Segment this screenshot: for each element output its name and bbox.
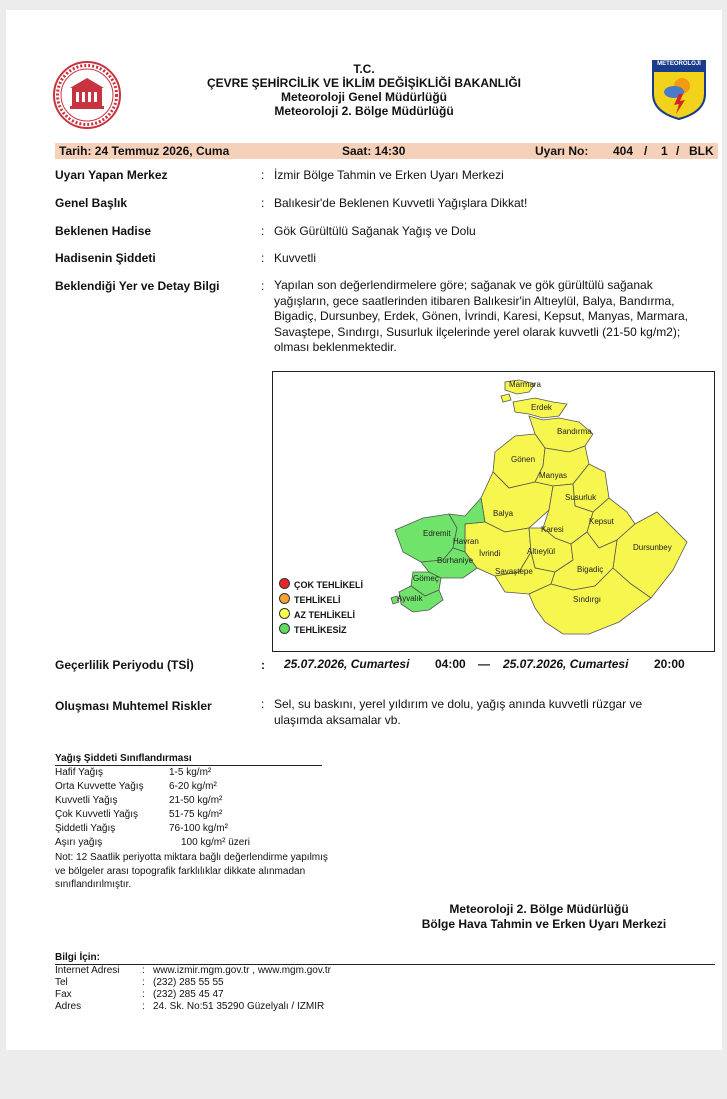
map-label-manyas: Manyas <box>539 471 568 480</box>
validity-start-date: 25.07.2026, Cumartesi <box>284 657 410 671</box>
map-label-altieylul: Altıeylül <box>527 547 556 556</box>
validity-end-date: 25.07.2026, Cumartesi <box>503 657 629 671</box>
map-label-bandirma: Bandırma <box>557 427 592 436</box>
legend-swatch-green-icon <box>279 623 290 634</box>
validity-dash: — <box>478 657 490 671</box>
field-label-severity: Hadisenin Şiddeti <box>55 251 156 265</box>
warning-code: BLK <box>689 144 714 158</box>
contact-colon: : <box>142 977 145 988</box>
class-name: Orta Kuvvette Yağış <box>55 781 144 792</box>
warning-map <box>272 371 715 652</box>
legend-label: AZ TEHLİKELİ <box>294 610 355 620</box>
map-label-gomec: Gömeç <box>413 574 439 583</box>
map-label-edremit: Edremit <box>423 529 451 538</box>
contact-colon: : <box>142 1001 145 1012</box>
field-value-center: İzmir Bölge Tahmin ve Erken Uyarı Merkezi <box>274 168 504 182</box>
class-name: Aşırı yağış <box>55 837 103 848</box>
island-small <box>501 394 511 402</box>
map-label-ayvalik: Ayvalık <box>397 594 423 603</box>
legend-item-safe <box>279 623 347 635</box>
class-value: 76-100 kg/m² <box>169 823 228 834</box>
map-label-burhaniye: Burhaniye <box>437 556 474 565</box>
header-region: Meteoroloji 2. Bölge Müdürlüğü <box>274 104 454 118</box>
map-label-marmara: Marmara <box>509 380 542 389</box>
map-label-karesi: Karesi <box>541 525 564 534</box>
field-value-detail: Yapılan son değerlendirmelere göre; sağanak ve gök gürültülü sağanak yağışların, gece saatlerinden itibaren Balıkesir'in Altıeylül, Balya, Bandırma, Bigadiç, Dursunbey, Erdek, Gönen, İvrindi, Karesi, Kepsut, Manyas, Marmara, Savaştepe, Sındırgı, Susurluk ilçelerinde yerel olarak kuvvetli (21-50 kg/m2); olması beklenmektedir. <box>274 278 688 354</box>
field-value-event: Gök Gürültülü Sağanak Yağış ve Dolu <box>274 224 476 238</box>
map-label-sindirgi: Sındırgı <box>573 595 602 604</box>
contact-address: 24. Sk. No:51 35290 Güzelyalı / IZMIR <box>153 1001 325 1012</box>
field-value-title: Balıkesir'de Beklenen Kuvvetli Yağışlara Dikkat! <box>274 196 528 210</box>
warning-no-label: Uyarı No: <box>535 144 589 158</box>
legend-label: TEHLİKELİ <box>294 595 341 605</box>
contact-label: Adres <box>55 1001 82 1012</box>
legend-label: ÇOK TEHLİKELİ <box>294 580 363 590</box>
map-label-gonen: Gönen <box>511 455 536 464</box>
contact-colon: : <box>142 989 145 1000</box>
validity-end-time: 20:00 <box>654 657 685 671</box>
map-label-bigadic: Bigadiç <box>577 565 604 574</box>
legend-item-low-danger <box>279 608 355 620</box>
document-page <box>6 10 722 1050</box>
legend-swatch-orange-icon <box>279 593 290 604</box>
classification-note: Not: 12 Saatlik periyotta miktara bağlı değerlendirme yapılmış ve bölgeler arası topografik farklılıklar dikkate alınmadan sınıflandırılmıştır. <box>55 852 328 890</box>
colon: : <box>261 168 265 182</box>
class-value: 51-75 kg/m² <box>169 809 223 820</box>
validity-label: Geçerlilik Periyodu (TSİ) <box>55 658 194 672</box>
contact-title: Bilgi İçin: <box>55 952 715 965</box>
logo-text: METEOROLOJİ <box>657 61 701 67</box>
class-value: 100 kg/m² üzeri <box>181 837 250 848</box>
warning-count: 1 <box>661 144 668 158</box>
warning-no: 404 <box>613 144 634 158</box>
field-label-detail: Beklendiği Yer ve Detay Bilgi <box>55 279 220 293</box>
class-value: 6-20 kg/m² <box>169 781 217 792</box>
colon: : <box>261 251 265 265</box>
legend-label: TEHLİKESİZ <box>294 625 347 635</box>
contact-label: Fax <box>55 989 72 1000</box>
class-value: 1-5 kg/m² <box>169 767 212 778</box>
map-label-balya: Balya <box>493 509 514 518</box>
colon: : <box>261 224 265 238</box>
contact-label: İnternet Adresi <box>55 965 120 976</box>
colon: : <box>261 279 265 293</box>
legend-item-dangerous <box>279 593 341 605</box>
signature-line-2: Bölge Hava Tahmin ve Erken Uyarı Merkezi <box>421 917 667 931</box>
warning-sep-1: / <box>644 144 648 158</box>
legend-swatch-red-icon <box>279 578 290 589</box>
map-label-savastepe: Savaştepe <box>495 567 533 576</box>
contact-colon: : <box>142 965 145 976</box>
legend-item-very-dangerous <box>279 578 363 590</box>
classification-title: Yağış Şiddeti Sınıflandırması <box>55 753 322 766</box>
legend-swatch-yellow-icon <box>279 608 290 619</box>
field-label-title: Genel Başlık <box>55 196 128 210</box>
header-tc: T.C. <box>353 62 375 76</box>
bulletin-time: Saat: 14:30 <box>342 144 406 158</box>
header-ministry: ÇEVRE ŞEHİRCİLİK VE İKLİM DEĞİŞİKLİĞİ BAKANLIĞI <box>206 76 522 90</box>
contact-fax: (232) 285 45 47 <box>153 989 224 1000</box>
map-label-kepsut: Kepsut <box>589 517 614 526</box>
map-label-dursunbey: Dursunbey <box>633 543 672 552</box>
warning-sep-2: / <box>676 144 680 158</box>
class-name: Şiddetli Yağış <box>55 823 116 834</box>
map-label-havran: Havran <box>453 537 479 546</box>
colon: : <box>261 697 265 711</box>
contact-label: Tel <box>55 977 68 988</box>
contact-website[interactable]: www.izmir.mgm.gov.tr , www.mgm.gov.tr <box>153 965 331 976</box>
signature-line-1: Meteoroloji 2. Bölge Müdürlüğü <box>449 902 629 916</box>
risks-text: Sel, su baskını, yerel yıldırım ve dolu, yağış anında kuvvetli rüzgar ve ulaşımda aksamalar vb. <box>274 697 643 727</box>
field-value-severity: Kuvvetli <box>274 251 317 265</box>
map-label-erdek: Erdek <box>531 403 552 412</box>
validity-colon: : <box>261 658 265 672</box>
validity-start-time: 04:00 <box>435 657 466 671</box>
info-bar <box>55 143 718 159</box>
contact-phone: (232) 285 55 55 <box>153 977 224 988</box>
class-name: Kuvvetli Yağış <box>55 795 118 806</box>
class-name: Çok Kuvvetli Yağış <box>55 809 139 820</box>
class-value: 21-50 kg/m² <box>169 795 223 806</box>
field-label-center: Uyarı Yapan Merkez <box>55 168 168 182</box>
header-directorate: Meteoroloji Genel Müdürlüğü <box>281 90 447 104</box>
colon: : <box>261 196 265 210</box>
class-name: Hafif Yağış <box>55 767 103 778</box>
field-label-event: Beklenen Hadise <box>55 224 152 238</box>
risks-label: Oluşması Muhtemel Riskler <box>55 699 212 713</box>
map-label-ivrindi: İvrindi <box>479 549 501 558</box>
map-label-susurluk: Susurluk <box>565 493 597 502</box>
bulletin-date: Tarih: 24 Temmuz 2026, Cuma <box>59 144 230 158</box>
